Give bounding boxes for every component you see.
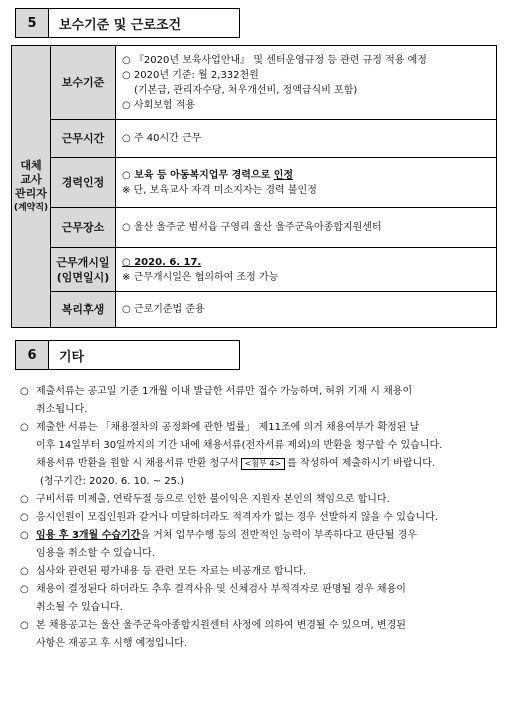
value-line: ※ 단, 보육교사 자격 미소지자는 경력 불인정 (122, 184, 317, 196)
row-label-start-date (51, 248, 116, 292)
list-item (20, 563, 498, 581)
position-label (12, 46, 51, 328)
circle-bullet-icon: ○ (20, 512, 29, 523)
circle-bullet-icon: ○ (20, 422, 29, 433)
item-text: 이후 14일부터 30일까지의 기간 내에 채용서류(전자서류 제외)의 반환을 청구할 수 있습니다. (36, 440, 443, 451)
circle-bullet-icon: ○ (20, 584, 29, 595)
value-line (122, 168, 490, 183)
section-title: 기타 (49, 340, 240, 370)
item-text: 제출서류는 공고일 기준 1개월 이내 발급한 서류만 접수 가능하며, 허위 기재 시 채용이 (36, 386, 413, 397)
row-label-hours: 근무시간 (51, 120, 116, 158)
label-line: (임면일시) (56, 270, 110, 284)
section-number: 6 (15, 340, 49, 370)
circle-bullet-icon: ○ (20, 494, 29, 505)
label-line: 근무개시일 (56, 255, 110, 269)
value-line: ○ 『2020년 보육사업안내』 및 센터운영규정 등 관련 규정 적용 예정 (122, 54, 427, 66)
item-text: 구비서류 미제출, 연락두절 등으로 인한 불이익은 지원자 본인의 책임으로 합니다. (36, 494, 390, 505)
career-text: ○ 보육 등 아동복지업무 경력으로 (122, 169, 274, 181)
section-title: 보수기준 및 근로조건 (49, 8, 240, 38)
section-5-header (15, 8, 240, 38)
row-label-career: 경력인정 (51, 158, 116, 208)
probation-emphasis: 임용 후 3개월 수습기간 (36, 530, 141, 541)
row-value-benefits: ○ 근로기준법 준용 (116, 292, 497, 328)
item-text: 사항은 재공고 후 시행 예정입니다. (36, 638, 188, 649)
row-value-career (116, 158, 497, 208)
career-emphasis: 인정 (273, 169, 294, 181)
item-text: 심사와 관련된 평가내용 등 관련 모든 자료는 비공개로 합니다. (36, 566, 307, 577)
value-line: ○ 사회보험 적용 (122, 99, 196, 111)
row-value-start-date (116, 248, 497, 292)
item-text: 응시인원이 모집인원과 같거나 미달하더라도 적격자가 없는 경우 선발하지 않을 수 있습니다. (36, 512, 439, 523)
item-text: 취소될 수 있습니다. (36, 602, 123, 613)
row-value-salary (116, 46, 497, 120)
circle-bullet-icon: ○ (20, 566, 29, 577)
item-text: 취소됩니다. (36, 404, 88, 415)
item-text: 채용이 결정된다 하더라도 추후 결격사유 및 신체검사 부적격자로 판명될 경우 채용이 (36, 584, 406, 595)
conditions-table (11, 45, 497, 328)
section-6-header (15, 340, 240, 370)
circle-bullet-icon: ○ (20, 620, 29, 631)
item-text (36, 455, 498, 473)
position-label-line: (계약직) (13, 202, 49, 213)
list-item (20, 581, 498, 617)
row-label-location: 근무장소 (51, 208, 116, 248)
value-line: ※ 근무개시일은 협의하여 조정 가능 (122, 271, 279, 283)
notes-list (20, 383, 498, 653)
item-text: 제출한 서류는 「채용절차의 공정화에 관한 법률」 제11조에 의거 채용여부가 확정된 날 (36, 422, 420, 433)
row-label-salary: 보수기준 (51, 46, 116, 120)
attachment-badge: <첨부 4> (241, 458, 286, 470)
position-label-line: 교사 (20, 172, 42, 186)
row-value-hours: ○ 주 40시간 근무 (116, 120, 497, 158)
value-line: ○ 2020년 기준: 월 2,332천원 (122, 69, 259, 81)
position-label-line: 관리자 (15, 186, 47, 200)
list-item (20, 527, 498, 563)
circle-bullet-icon: ○ (20, 386, 29, 397)
value-line: ○ 2020. 6. 17. (122, 256, 202, 268)
position-label-line: 대체 (20, 158, 42, 172)
row-value-location: ○ 울산 울주군 범서읍 구영리 울산 울주군육아종합지원센터 (116, 208, 497, 248)
item-text: 임용을 취소할 수 있습니다. (36, 548, 155, 559)
list-item (20, 383, 498, 419)
item-text-part: 을 거쳐 업무수행 등의 전반적인 능력이 부족하다고 판단될 경우 (140, 530, 417, 541)
item-text-part: 를 작성하여 제출하시기 바랍니다. (287, 458, 436, 469)
item-text-part: 채용서류 반환을 원할 시 채용서류 반환 청구서 (36, 458, 239, 469)
item-text: 본 채용공고는 울산 울주군육아종합지원센터 사정에 의하여 변경될 수 있으며, 변경된 (36, 620, 406, 631)
list-item (20, 617, 498, 653)
item-text: (청구기간: 2020. 6. 10. ~ 25.) (40, 476, 185, 487)
list-item (20, 509, 498, 527)
value-line: (기본급, 관리자수당, 처우개선비, 정액급식비 포함) (134, 84, 358, 96)
item-text (36, 527, 498, 545)
list-item (20, 419, 498, 491)
circle-bullet-icon: ○ (20, 530, 29, 541)
row-label-benefits: 복리후생 (51, 292, 116, 328)
list-item (20, 491, 498, 509)
section-number: 5 (15, 8, 49, 38)
